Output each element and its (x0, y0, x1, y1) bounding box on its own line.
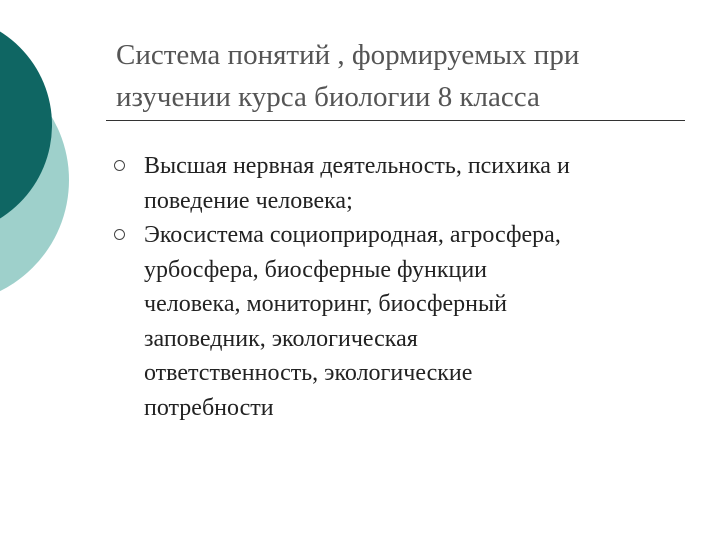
bullet-1-line-2: поведение человека; (144, 187, 353, 214)
bullet-2-line-2: урбосфера, биосферные функции (144, 256, 488, 283)
slide-title (116, 34, 696, 118)
bullet-item-nervous-activity (114, 149, 694, 218)
title-line-2: изучении курса биологии 8 класса (116, 81, 540, 113)
title-divider (106, 120, 685, 121)
bullet-item-ecosystem (114, 218, 694, 425)
decorative-circles (0, 0, 120, 300)
bullet-list (114, 149, 694, 425)
title-line-1: Система понятий , формируемых при (116, 39, 580, 71)
bullet-2-line-4: заповедник, экологическая (144, 325, 418, 352)
bullet-2-line-5: ответственность, экологические (144, 360, 473, 386)
bullet-2-line-3: человека, мониторинг, биосферный (144, 291, 507, 317)
bullet-1-line-1: Высшая нервная деятельность, психика и (144, 153, 570, 179)
bullet-2-line-6: потребности (144, 394, 274, 421)
hollow-circle-bullet-icon (114, 229, 125, 240)
bullet-2-line-1: Экосистема социоприродная, агросфера, (144, 222, 561, 248)
hollow-circle-bullet-icon (114, 160, 125, 171)
